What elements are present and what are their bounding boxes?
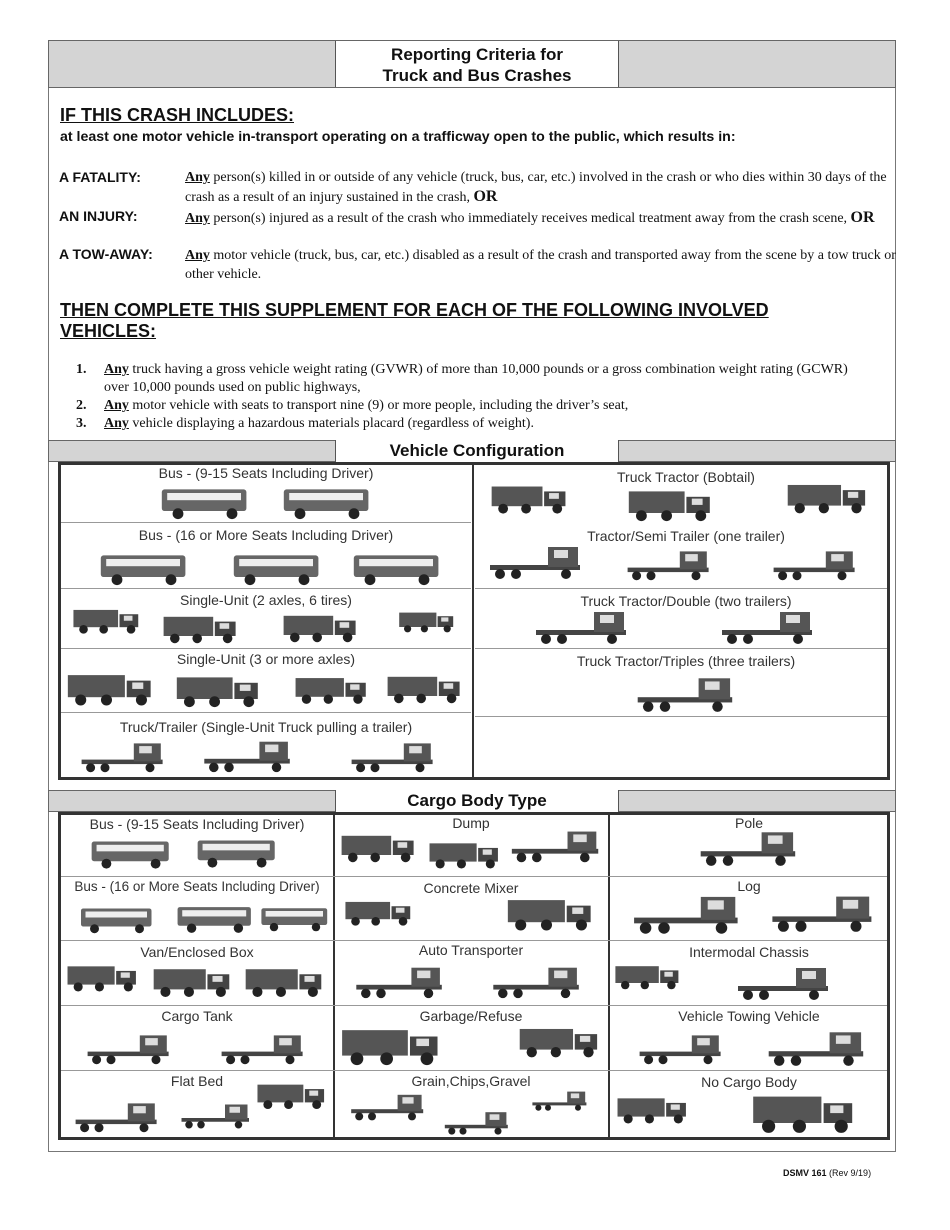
criteria-subheading: at least one motor vehicle in-transport operating on a trafficway open to the public, which results in: xyxy=(60,129,736,145)
garbage-truck-icon xyxy=(518,1014,604,1068)
tractor-double-icon xyxy=(502,606,662,646)
cargo-body-divider xyxy=(608,812,610,1140)
tractor-icon xyxy=(490,472,572,524)
form-code: DSMV 161 (Rev 9/19) xyxy=(783,1168,872,1178)
cb-pole-label: Pole xyxy=(734,815,764,831)
tanker-icon xyxy=(200,1030,326,1066)
tractor-trailer-icon xyxy=(598,546,740,582)
vc-bobtail-label: Truck Tractor (Bobtail) xyxy=(617,469,755,485)
injury-desc: person(s) injured as a result of the crash who immediately receives medical treatment away from the crash scene, xyxy=(209,211,851,226)
involved-vehicles-list xyxy=(76,361,876,433)
row-divider xyxy=(475,648,887,649)
bus-icon xyxy=(282,484,372,520)
fatality-text xyxy=(185,168,897,207)
title-line-1: Reporting Criteria for xyxy=(391,45,563,64)
grain-truck-icon xyxy=(434,1108,520,1136)
truck-icon xyxy=(386,668,466,708)
form-header xyxy=(48,40,896,88)
vc-single-3axle-label: Single-Unit (3 or more axles) xyxy=(176,651,356,667)
car-carrier-icon xyxy=(338,962,462,1000)
truck-icon xyxy=(152,962,236,1000)
form-title xyxy=(335,41,619,87)
fire-truck-icon xyxy=(738,1090,874,1134)
towaway-text xyxy=(185,246,897,284)
cb-van-label: Van/Enclosed Box xyxy=(140,944,254,960)
bus-icon xyxy=(90,836,172,870)
or-word: OR xyxy=(473,188,498,205)
bus-icon xyxy=(176,902,254,934)
vehicle-config-title: Vehicle Configuration xyxy=(335,440,619,462)
truck-icon xyxy=(282,610,362,644)
tractor-icon xyxy=(616,1084,692,1134)
truck-trailer-icon xyxy=(196,736,300,774)
truck-icon xyxy=(172,672,268,708)
vc-bus-large-label: Bus - (16 or More Seats Including Driver) xyxy=(138,527,394,543)
row-divider xyxy=(61,648,471,649)
list-item: 1. Any truck having a gross vehicle weight rating (GVWR) of more than 10,000 pounds or a gross combination weight rating (GCWR) over 10,000 pounds used on public highways, xyxy=(76,362,848,395)
row-divider xyxy=(475,588,887,589)
grain-truck-icon xyxy=(338,1090,438,1122)
row-divider xyxy=(61,876,887,877)
bus-icon xyxy=(84,550,204,586)
row-divider xyxy=(61,522,471,523)
intermodal-icon xyxy=(688,962,880,1002)
cb-intermodal-label: Intermodal Chassis xyxy=(689,944,809,960)
row-divider xyxy=(475,716,887,717)
cb-auto-transporter-label: Auto Transporter xyxy=(418,942,524,958)
car-carrier-icon xyxy=(470,962,604,1000)
vc-bus-small-label: Bus - (9-15 Seats Including Driver) xyxy=(158,465,374,481)
cargo-body-title: Cargo Body Type xyxy=(335,790,619,812)
tanker-icon xyxy=(64,1030,194,1066)
list-item: 3. Any vehicle displaying a hazardous materials placard (regardless of weight). xyxy=(76,416,534,431)
cargo-body-divider xyxy=(333,812,335,1140)
cb-towing-label: Vehicle Towing Vehicle xyxy=(678,1008,820,1024)
truck-icon xyxy=(72,600,144,640)
criteria-heading: IF THIS CRASH INCLUDES: xyxy=(60,105,294,125)
truck-icon xyxy=(66,668,158,708)
title-line-2: Truck and Bus Crashes xyxy=(382,66,572,85)
tractor-icon xyxy=(602,486,742,522)
pole-trailer-icon xyxy=(618,826,880,868)
dump-truck-icon xyxy=(428,834,504,874)
fatality-desc: person(s) killed in or outside of any vehicle (truck, bus, car, etc.) involved in the crash or who dies within 30 days of the crash as a result of an injury sustained in the crash, xyxy=(185,170,887,205)
bus-icon xyxy=(196,834,278,870)
towaway-desc: motor vehicle (truck, bus, car, etc.) disabled as a result of the crash and transported away from the scene by a tow truck or other vehicle. xyxy=(185,248,896,282)
supplement-heading-line-2: VEHICLES: xyxy=(60,321,157,341)
row-divider xyxy=(61,1005,887,1006)
truck-trailer-icon xyxy=(66,738,180,774)
bus-icon xyxy=(352,550,442,586)
or-word: OR xyxy=(850,209,875,226)
tractor-trailer-icon xyxy=(752,546,878,582)
log-truck-icon xyxy=(612,890,762,936)
any-word: Any xyxy=(185,170,210,185)
fatality-label: A FATALITY: xyxy=(59,169,141,185)
truck-icon xyxy=(66,954,142,1000)
bus-icon xyxy=(260,902,330,934)
flatbed-icon xyxy=(256,1072,330,1118)
any-word: Any xyxy=(185,248,210,263)
tractor-triple-icon xyxy=(606,672,766,714)
cb-log-label: Log xyxy=(737,878,761,894)
dump-truck-icon xyxy=(340,820,420,874)
truck-trailer-icon xyxy=(322,738,464,774)
tow-vehicle-icon xyxy=(616,1030,746,1066)
tractor-icon xyxy=(786,472,872,522)
vehicle-config-divider xyxy=(472,462,474,780)
row-divider xyxy=(61,588,471,589)
garbage-truck-icon xyxy=(340,1022,446,1068)
mixer-icon xyxy=(344,888,416,936)
supplement-heading xyxy=(60,300,769,342)
vc-double-label: Truck Tractor/Double (two trailers) xyxy=(580,593,792,609)
injury-label: AN INJURY: xyxy=(59,208,138,224)
row-divider xyxy=(61,712,471,713)
bus-icon xyxy=(62,904,172,934)
vc-semi-label: Tractor/Semi Trailer (one trailer) xyxy=(587,528,785,544)
flatbed-icon xyxy=(176,1100,256,1130)
truck-icon xyxy=(294,668,372,710)
supplement-heading-line-1: THEN COMPLETE THIS SUPPLEMENT FOR EACH OF THE FOLLOWING INVOLVED xyxy=(60,300,769,320)
any-word: Any xyxy=(185,211,210,226)
flatbed-icon xyxy=(62,1098,172,1134)
cb-garbage-label: Garbage/Refuse xyxy=(419,1008,523,1024)
vc-single-2axle-label: Single-Unit (2 axles, 6 tires) xyxy=(180,592,352,608)
cb-flat-bed-label: Flat Bed xyxy=(170,1073,224,1089)
bus-icon xyxy=(160,484,250,520)
dump-truck-icon xyxy=(508,818,604,872)
vc-truck-trailer-label: Truck/Trailer (Single-Unit Truck pulling a trailer) xyxy=(119,719,413,735)
vc-triple-label: Truck Tractor/Triples (three trailers) xyxy=(576,653,796,669)
grain-truck-icon xyxy=(516,1088,604,1112)
truck-icon xyxy=(398,600,458,642)
row-divider xyxy=(61,940,887,941)
cb-bus-small-label: Bus - (9-15 Seats Including Driver) xyxy=(89,816,305,832)
injury-text xyxy=(185,208,897,228)
tractor-trailer-icon xyxy=(486,540,586,582)
bus-icon xyxy=(232,550,322,586)
cb-grain-label: Grain,Chips,Gravel xyxy=(411,1073,531,1089)
truck-icon xyxy=(244,962,328,1000)
intermodal-icon xyxy=(614,948,684,1004)
mixer-icon xyxy=(506,890,598,936)
cb-dump-label: Dump xyxy=(452,815,490,831)
truck-icon xyxy=(152,612,252,644)
cargo-body-band xyxy=(48,790,896,812)
tractor-double-icon xyxy=(712,606,824,646)
log-truck-icon xyxy=(768,888,878,936)
cb-cargo-tank-label: Cargo Tank xyxy=(161,1008,233,1024)
list-item: 2. Any motor vehicle with seats to transport nine (9) or more people, including the driver’s seat, xyxy=(76,398,629,413)
cb-concrete-label: Concrete Mixer xyxy=(423,880,519,896)
cb-no-cargo-label: No Cargo Body xyxy=(701,1074,797,1090)
cb-bus-large-label: Bus - (16 or More Seats Including Driver) xyxy=(74,879,320,894)
row-divider xyxy=(61,1070,887,1071)
vehicle-config-band xyxy=(48,440,896,462)
tow-vehicle-icon xyxy=(758,1026,876,1068)
towaway-label: A TOW-AWAY: xyxy=(59,246,153,262)
